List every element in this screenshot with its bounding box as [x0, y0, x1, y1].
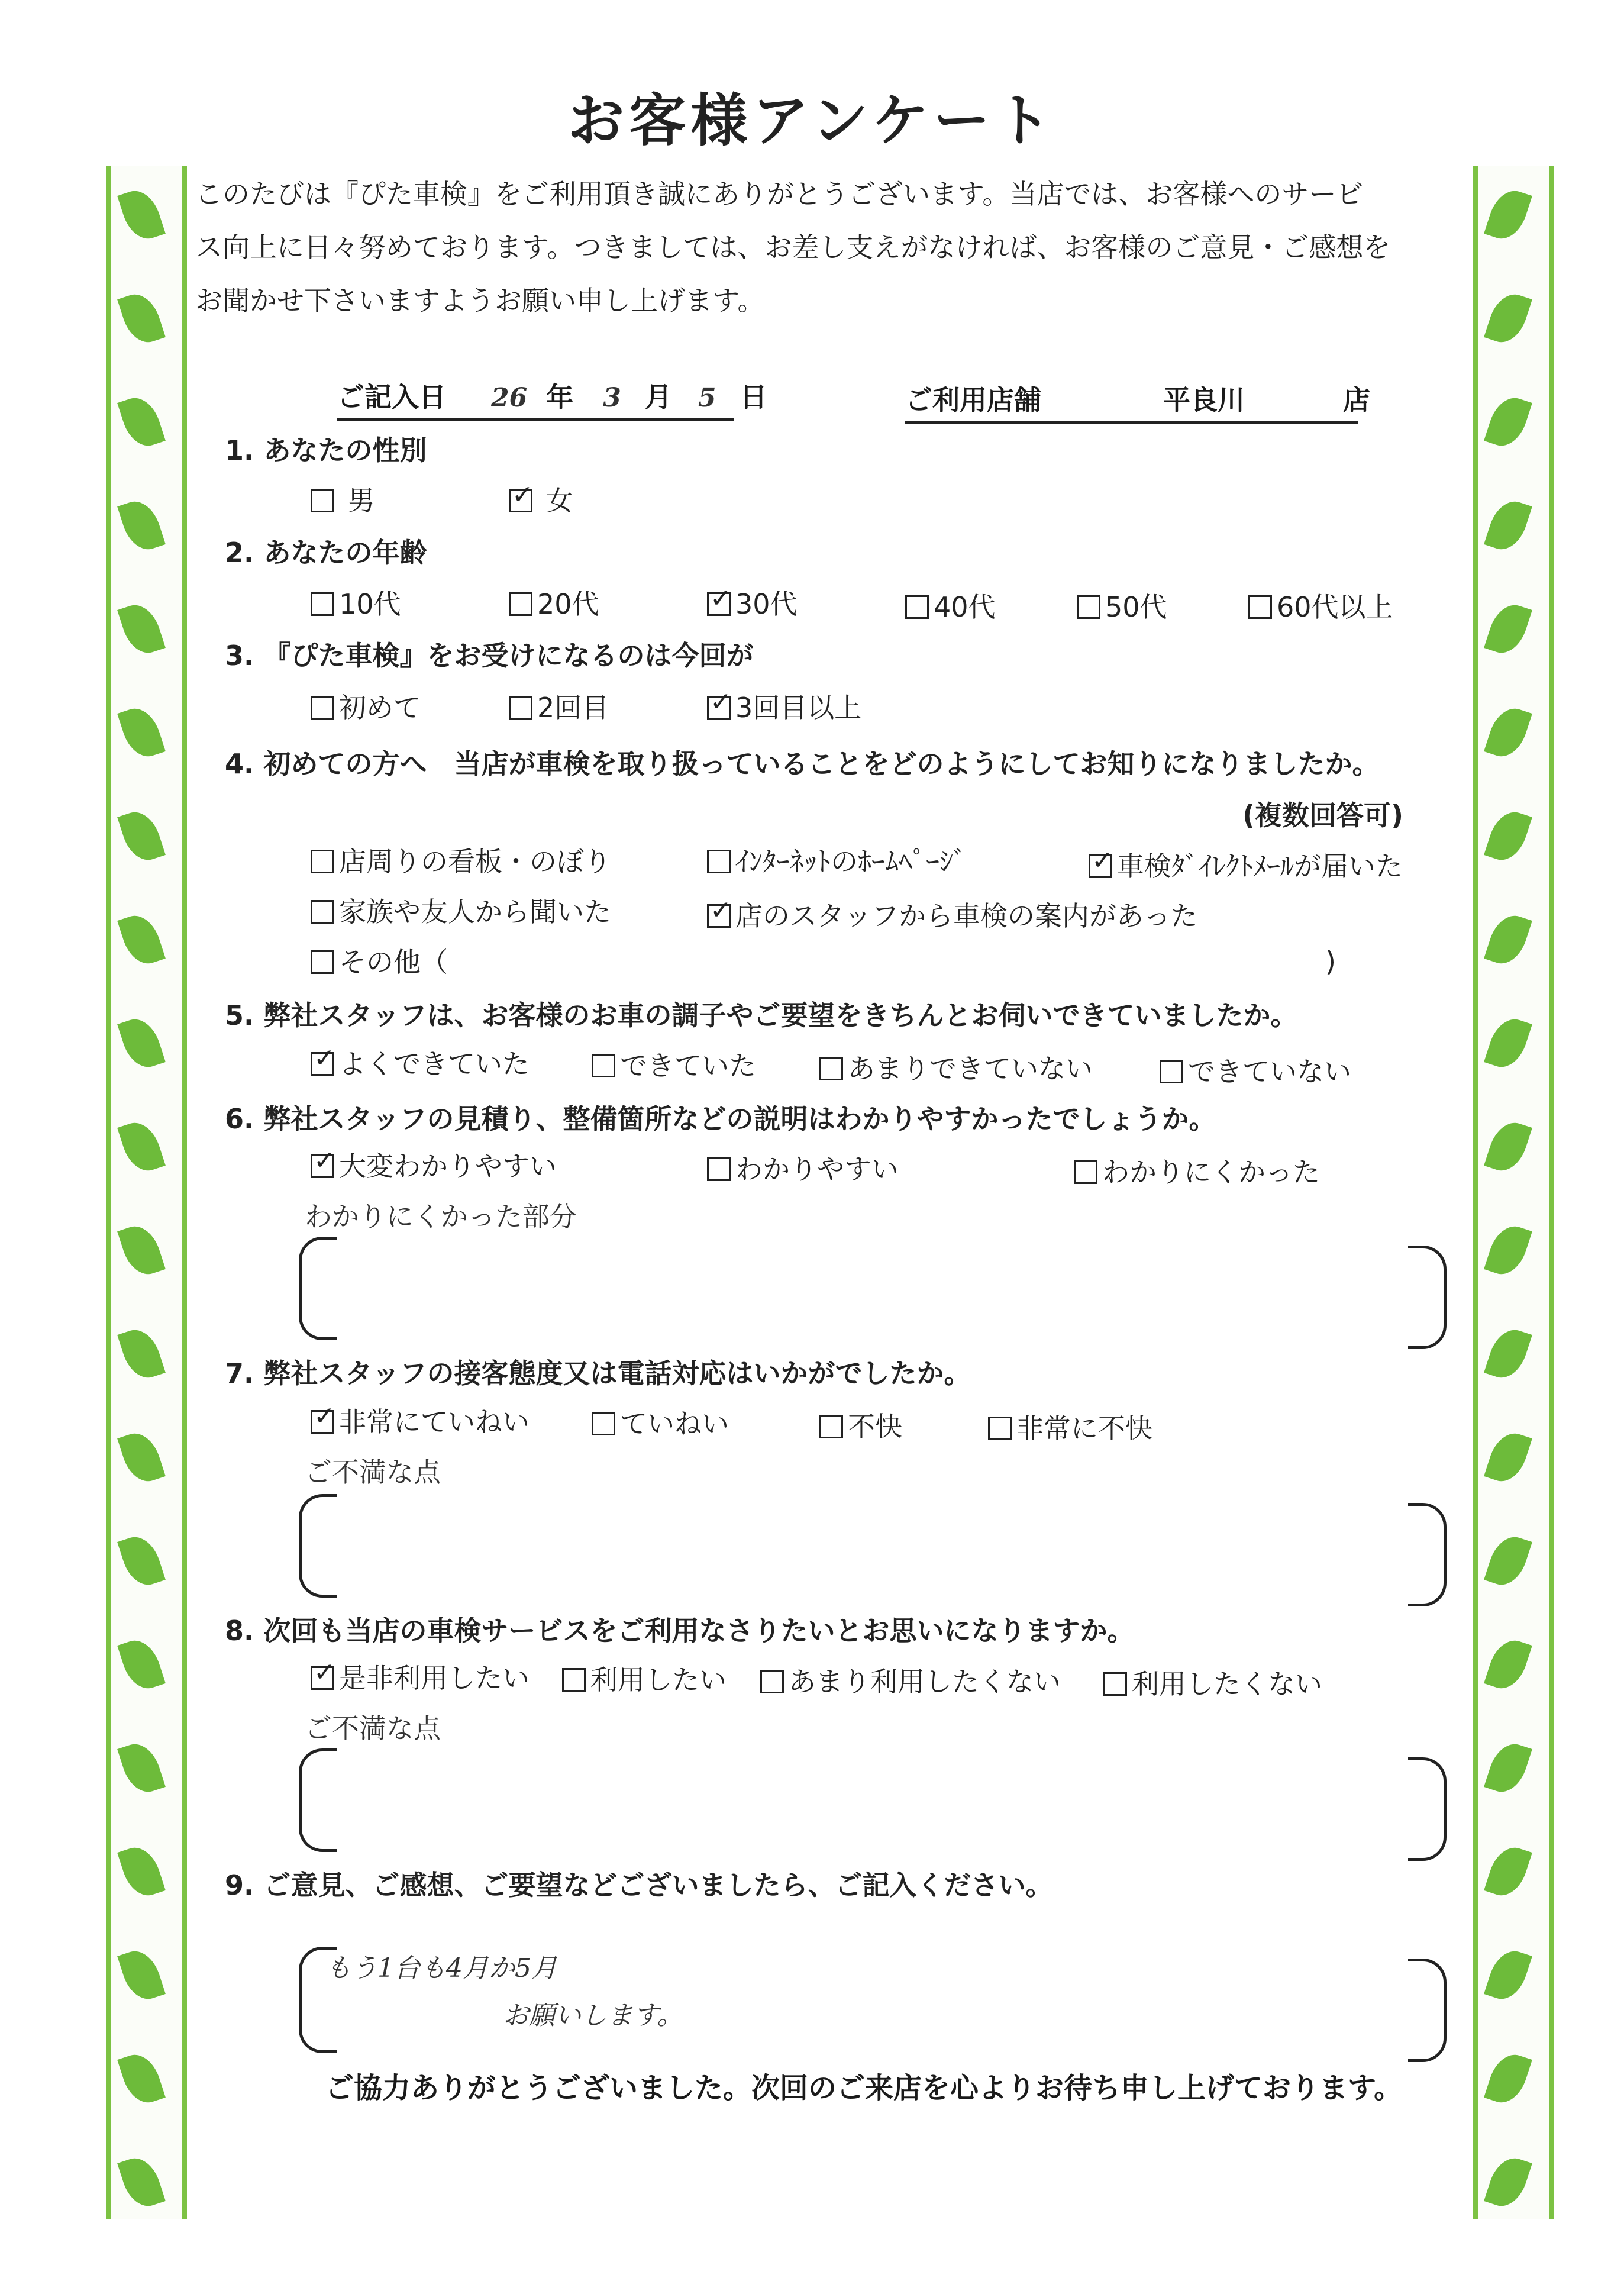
q9-title: 9. ご意見、ご感想、ご要望などございましたら、ご記入ください。	[225, 1869, 1053, 1901]
q2-option-50s[interactable]: 50代	[1077, 586, 1167, 625]
q6-title: 6. 弊社スタッフの見積り、整備箇所などの説明はわかりやすかったでしょうか。	[225, 1103, 1216, 1135]
leaf-icon	[117, 1635, 166, 1694]
intro-line-2: ス向上に日々努めております。つきましては、お差し支えがなければ、お客様のご意見・ご感想を	[195, 231, 1391, 263]
leaf-icon	[1484, 1221, 1532, 1280]
q6-option-very-clear[interactable]: ✓大変わかりやすい	[311, 1145, 557, 1184]
leaf-icon	[1484, 910, 1532, 969]
checkbox[interactable]	[1103, 1672, 1127, 1696]
q5-option-not-much[interactable]: あまりできていない	[819, 1047, 1093, 1086]
store-name: 平良川	[1163, 384, 1245, 416]
leaf-icon	[1484, 1738, 1532, 1798]
checkbox[interactable]	[707, 1157, 731, 1181]
leaf-icon	[117, 392, 166, 451]
q3-option-third-plus[interactable]: ✓ 3回目以上	[707, 686, 861, 725]
page-title: お客様アンケート	[567, 88, 1057, 154]
checkbox[interactable]	[1074, 1160, 1097, 1184]
q4-option-signboard[interactable]: 店周りの看板・のぼり	[311, 840, 611, 879]
q2-option-40s[interactable]: 40代	[905, 586, 996, 625]
checkbox[interactable]	[819, 1057, 843, 1080]
leaf-icon	[1484, 392, 1532, 451]
intro-line-1: このたびは『ぴた車検』をご利用頂き誠にありがとうございます。当店では、お客様へのサービ	[195, 178, 1364, 210]
leaf-icon	[117, 1117, 166, 1176]
q8-option-no[interactable]: 利用したくない	[1103, 1663, 1322, 1702]
checkbox[interactable]	[592, 1412, 615, 1435]
closing-message: ご協力ありがとうございました。次回のご来店を心よりお待ち申し上げております。	[325, 2072, 1403, 2105]
q2-option-60s-plus[interactable]: 60代以上	[1248, 586, 1393, 625]
leaf-icon	[1484, 185, 1532, 244]
checkbox[interactable]	[311, 900, 334, 924]
leaf-icon	[1484, 1428, 1532, 1487]
checkbox[interactable]	[1160, 1060, 1183, 1083]
leaf-icon	[1484, 1117, 1532, 1176]
q9-answer-bracket-right	[1408, 1959, 1447, 2062]
q3-option-first[interactable]: 初めて	[311, 686, 421, 725]
leaf-icon	[117, 185, 166, 244]
intro-line-3: お聞かせ下さいますようお願い申し上げます。	[195, 285, 765, 317]
leaf-icon	[117, 496, 166, 555]
q1-title: 1. あなたの性別	[225, 434, 427, 466]
q7-option-very-polite[interactable]: ✓非常にていねい	[311, 1401, 530, 1440]
q2-title: 2. あなたの年齢	[225, 537, 427, 569]
q5-option-good[interactable]: できていた	[592, 1044, 756, 1083]
leaf-icon	[117, 1738, 166, 1798]
leaf-icon	[117, 2153, 166, 2212]
leaf-icon	[1484, 1324, 1532, 1383]
checkbox-checked[interactable]	[311, 1666, 334, 1690]
leaf-icon	[1484, 1531, 1532, 1590]
checkbox[interactable]	[311, 850, 334, 873]
q8-sub-label: ご不満な点	[305, 1712, 441, 1744]
leaf-icon	[117, 289, 166, 348]
q3-option-second[interactable]: 2回目	[509, 686, 609, 725]
leaf-icon	[1484, 806, 1532, 866]
leaf-icon	[1484, 1635, 1532, 1694]
checkbox[interactable]	[311, 696, 334, 720]
q7-sub-label: ご不満な点	[305, 1456, 441, 1488]
q2-option-10s[interactable]: 10代	[311, 583, 401, 622]
q4-option-direct-mail[interactable]: ✓ 車検ﾀﾞｲﾚｸﾄﾒｰﾙが届いた	[1089, 845, 1403, 884]
leaf-icon	[117, 1324, 166, 1383]
leaf-icon	[1484, 2153, 1532, 2212]
q3-title: 3. 『ぴた車検』をお受けになるのは今回が	[225, 640, 754, 672]
q7-option-unpleasant[interactable]: 不快	[819, 1405, 902, 1444]
checkbox[interactable]	[311, 592, 334, 616]
checkbox[interactable]	[1248, 595, 1272, 619]
checkbox[interactable]	[905, 595, 929, 619]
q6-answer-bracket-left	[299, 1237, 337, 1340]
q8-title: 8. 次回も当店の車検サービスをご利用なさりたいとお思いになりますか。	[225, 1615, 1135, 1647]
leaf-icon	[117, 1428, 166, 1487]
day-unit: 日	[740, 381, 767, 413]
checkbox[interactable]	[819, 1415, 843, 1438]
checkbox[interactable]	[562, 1668, 586, 1692]
leaf-icon	[1484, 1014, 1532, 1073]
leaf-icon	[117, 1531, 166, 1590]
checkbox-checked[interactable]	[311, 1052, 334, 1076]
q1-option-male[interactable]: 男	[311, 479, 375, 518]
q5-option-not-at-all[interactable]: できていない	[1160, 1050, 1351, 1089]
date-label: ご記入日	[337, 381, 446, 413]
q4-other-close: )	[1325, 946, 1336, 977]
q7-option-polite[interactable]: ていねい	[592, 1402, 729, 1441]
left-leaf-border	[106, 166, 187, 2219]
date-month: 3	[603, 383, 621, 413]
q7-title: 7. 弊社スタッフの接客態度又は電話対応はいかがでしたか。	[225, 1357, 971, 1389]
checkbox[interactable]	[1077, 595, 1100, 619]
q4-option-family-friends[interactable]: 家族や友人から聞いた	[311, 891, 611, 930]
checkbox[interactable]	[760, 1670, 784, 1693]
checkbox[interactable]	[311, 950, 334, 974]
checkbox-checked[interactable]	[509, 489, 532, 512]
leaf-icon	[117, 1014, 166, 1073]
q1-option-female[interactable]: ✓ 女	[509, 479, 573, 518]
leaf-icon	[1484, 703, 1532, 762]
checkbox[interactable]	[311, 489, 334, 512]
q6-option-clear[interactable]: わかりやすい	[707, 1148, 899, 1187]
store-label: ご利用店舗	[905, 384, 1041, 416]
entry-date-field	[337, 376, 767, 421]
q4-title: 4. 初めての方へ 当店が車検を取り扱っていることをどのようにしてお知りになりましたか。	[225, 748, 1380, 780]
leaf-icon	[1484, 289, 1532, 348]
q7-answer-bracket-left	[299, 1494, 337, 1598]
leaf-icon	[117, 910, 166, 969]
checkbox-checked[interactable]	[311, 1410, 334, 1434]
leaf-icon	[117, 599, 166, 659]
leaf-icon	[117, 1946, 166, 2005]
leaf-icon	[117, 2049, 166, 2108]
leaf-icon	[1484, 599, 1532, 659]
store-field	[905, 379, 1371, 424]
date-year: 26	[491, 383, 528, 413]
checkbox[interactable]	[509, 696, 532, 720]
store-unit: 店	[1343, 384, 1371, 416]
q5-title: 5. 弊社スタッフは、お客様のお車の調子やご要望をきちんとお伺いできていましたか。	[225, 999, 1298, 1031]
q8-answer-bracket-right	[1408, 1757, 1447, 1861]
q4-option-other[interactable]: その他（	[311, 941, 448, 980]
right-leaf-border	[1473, 166, 1554, 2219]
q7-answer-bracket-right	[1408, 1503, 1447, 1606]
q8-answer-bracket-left	[299, 1748, 337, 1852]
q7-option-very-unpleasant[interactable]: 非常に不快	[988, 1407, 1152, 1446]
q9-handwritten-line-2: お願いします。	[503, 2001, 683, 2031]
q2-option-20s[interactable]: 20代	[509, 583, 599, 622]
leaf-icon	[1484, 2049, 1532, 2108]
month-unit: 月	[644, 381, 672, 413]
leaf-icon	[117, 1221, 166, 1280]
q4-note: (複数回答可)	[1242, 799, 1404, 831]
leaf-icon	[117, 703, 166, 762]
checkbox-checked[interactable]	[311, 1154, 334, 1178]
q6-answer-bracket-right	[1408, 1246, 1447, 1349]
checkbox-checked[interactable]	[707, 904, 731, 928]
leaf-icon	[1484, 1842, 1532, 1901]
checkbox[interactable]	[592, 1054, 615, 1077]
checkbox[interactable]	[509, 592, 532, 616]
checkbox-checked[interactable]	[1089, 854, 1112, 878]
leaf-icon	[117, 1842, 166, 1901]
q8-option-not-really[interactable]: あまり利用したくない	[760, 1660, 1061, 1699]
leaf-icon	[117, 806, 166, 866]
q9-handwritten-line-1: もう1台も4月か5月	[325, 1953, 557, 1983]
checkbox-checked[interactable]	[707, 696, 731, 720]
leaf-icon	[1484, 496, 1532, 555]
q8-option-definitely[interactable]: ✓是非利用したい	[311, 1657, 530, 1696]
q4-option-homepage[interactable]: ｲﾝﾀｰﾈｯﾄのﾎｰﾑﾍﾟｰｼﾞ	[707, 840, 967, 879]
q4-option-staff-guidance[interactable]: ✓ 店のスタッフから車検の案内があった	[707, 895, 1198, 934]
q6-option-unclear[interactable]: わかりにくかった	[1074, 1151, 1320, 1190]
q2-option-30s[interactable]: ✓ 30代	[707, 583, 798, 622]
q6-sub-label: わかりにくかった部分	[305, 1201, 577, 1233]
q8-option-yes[interactable]: 利用したい	[562, 1659, 727, 1698]
date-day: 5	[698, 383, 716, 413]
checkbox[interactable]	[707, 850, 731, 873]
year-unit: 年	[546, 381, 574, 413]
checkbox[interactable]	[988, 1417, 1012, 1440]
checkbox-checked[interactable]	[707, 592, 731, 616]
q5-option-very-good[interactable]: ✓よくできていた	[311, 1043, 530, 1082]
leaf-icon	[1484, 1946, 1532, 2005]
